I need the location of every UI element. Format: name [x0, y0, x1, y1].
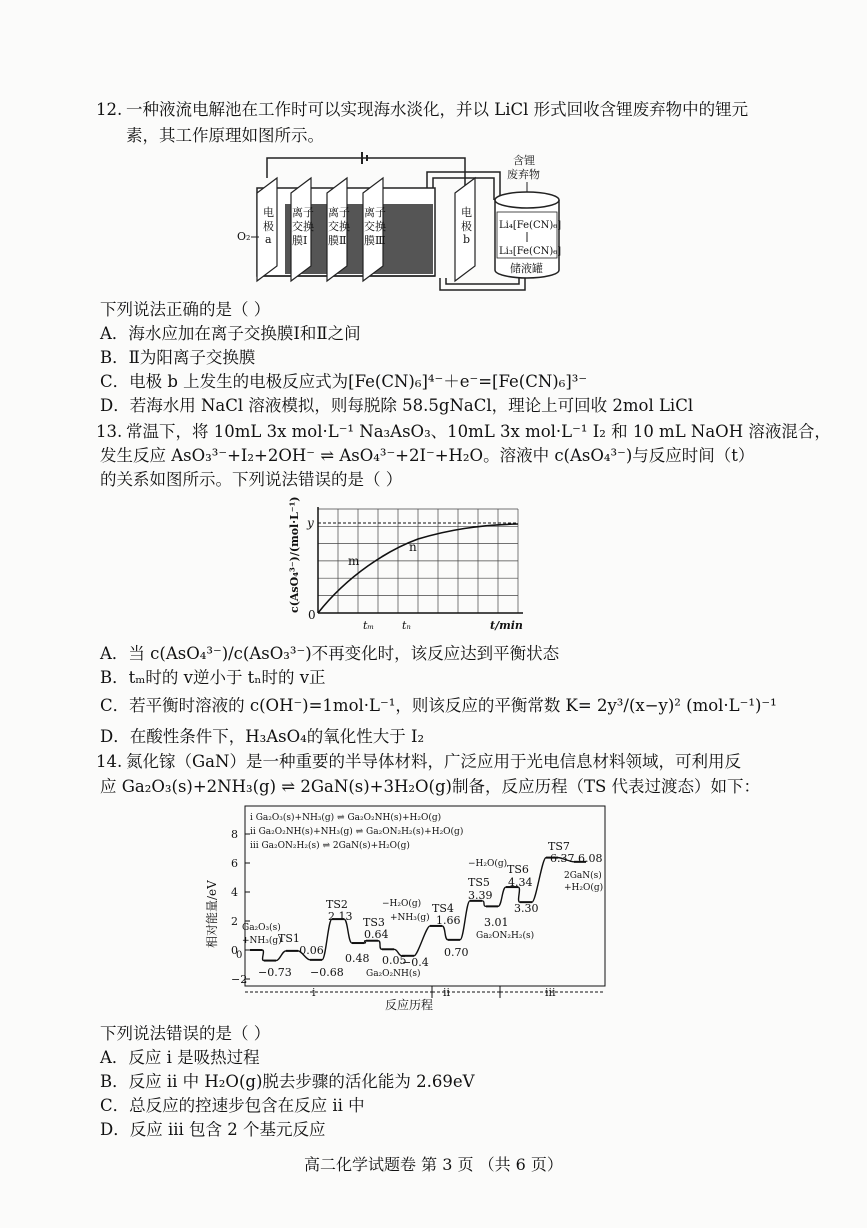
e-label-070: 0.70: [444, 946, 469, 959]
membrane-2-label-1: 离子: [328, 206, 350, 219]
q12-prompt: 下列说法正确的是（ ）: [100, 300, 271, 319]
q12-stem-line1: 一种液流电解池在工作时可以实现海水淡化，并以 LiCl 形式回收含锂废弃物中的锂元: [126, 100, 749, 119]
o2-label: O₂: [237, 230, 251, 243]
electrode-b-label-2: 极: [461, 220, 472, 233]
q12-number: 12.: [96, 100, 123, 119]
tank-label: 储液罐: [510, 262, 543, 275]
energy-profile-diagram: [200, 800, 610, 1012]
step-iii-equation: iii Ga₂ON₂H₂(s) ⇌ 2GaN(s)+H₂O(g): [250, 841, 410, 851]
e-label-301: 3.01: [484, 916, 509, 929]
x-axis-label: t/min: [490, 619, 523, 632]
y-plateau-mark: y: [307, 516, 314, 530]
waste-label-1: 含锂: [513, 154, 535, 167]
ts6-label: TS6: [507, 863, 529, 876]
waste-label-2: 废弃物: [507, 168, 540, 181]
membrane-3-label-1: 离子: [364, 206, 386, 219]
e-label-166: 1.66: [436, 914, 461, 927]
t-n-label: tₙ: [402, 619, 411, 632]
q12-option-c: C．电极 b 上发生的电极反应式为[Fe(CN)₆]⁴⁻＋e⁻=[Fe(CN)₆]³⁻: [100, 372, 588, 391]
q12-option-d: D．若海水用 NaCl 溶液模拟，则每脱除 58.5gNaCl，理论上可回收 2mol LiCl: [100, 396, 694, 415]
tank-species-bottom: Li₃[Fe(CN)₆]: [499, 246, 562, 257]
q13-stem-line2: 发生反应 AsO₃³⁻+I₂+2OH⁻ ⇌ AsO₄³⁻+2I⁻+H₂O。溶液中 c(AsO₄³⁻)与反应时间（t）: [100, 446, 755, 465]
end-species-1: 2GaN(s): [564, 871, 602, 881]
q13-option-d: D．在酸性条件下，H₃AsO₄的氧化性大于 I₂: [100, 727, 425, 746]
ts3-label: TS3: [363, 916, 385, 929]
q12-option-b: B．Ⅱ为阳离子交换膜: [100, 348, 256, 367]
e-label-213: 2.13: [328, 910, 353, 923]
e-label-005: 0.05: [382, 954, 407, 967]
y-tick-label: 2: [231, 915, 238, 928]
electrolysis-cell-figure: [225, 148, 610, 298]
electrode-a-label-1: 电: [263, 206, 274, 219]
q14-option-b: B．反应 ii 中 H₂O(g)脱去步骤的活化能为 2.69eV: [100, 1072, 475, 1091]
reaction-path-label: 反应历程: [385, 998, 434, 1012]
electrode-a-label-2: 极: [263, 220, 274, 233]
membrane-1-label-1: 离子: [292, 206, 314, 219]
e-label-434: 4.34: [508, 876, 533, 889]
note-minus-h2o-2: −H₂O(g): [468, 859, 508, 869]
q14-option-a: A．反应 i 是吸热过程: [100, 1048, 260, 1067]
membrane-1-label-3: 膜Ⅰ: [292, 234, 308, 247]
note-minus-h2o-1: −H₂O(g): [382, 899, 422, 909]
y-tick-label: 6: [231, 857, 238, 870]
e-label-064: 0.64: [364, 928, 389, 941]
q13-number: 13.: [96, 422, 123, 441]
q14-option-c: C．总反应的控速步包含在反应 ii 中: [100, 1096, 365, 1115]
y-tick-label: 4: [231, 886, 238, 899]
start-species-2: +NH₃(g): [242, 936, 282, 946]
membrane-2-label-3: 膜Ⅱ: [328, 234, 347, 247]
electrode-b-label-1: 电: [461, 206, 472, 219]
q14-option-d: D．反应 iii 包含 2 个基元反应: [100, 1120, 326, 1139]
y-axis-label: c(AsO₄³⁻)/(mol·L⁻¹): [288, 496, 301, 613]
end-species-2: +H₂O(g): [564, 883, 604, 893]
e-label-m04: −0.4: [402, 956, 429, 969]
membrane-1-label-2: 交换: [292, 220, 314, 233]
e-label-608: 6.08: [578, 852, 603, 865]
step-ii-equation: ii Ga₂O₂NH(s)+NH₃(g) ⇌ Ga₂ON₂H₂(s)+H₂O(g): [250, 827, 464, 837]
ts7-label: TS7: [548, 840, 570, 853]
point-m-label: m: [348, 554, 360, 568]
section-ii-label: ii: [443, 986, 451, 999]
e-label-048: 0.48: [345, 952, 370, 965]
q13-option-b: B．tₘ时的 v逆小于 tₙ时的 v正: [100, 668, 326, 687]
note-plus-nh3: +NH₃(g): [390, 913, 430, 923]
mid-species-label: Ga₂O₂NH(s): [366, 969, 421, 979]
origin-label: 0: [308, 608, 316, 622]
electrode-b-label-3: b: [463, 233, 471, 246]
q12-option-a: A．海水应加在离子交换膜Ⅰ和Ⅱ之间: [100, 324, 361, 343]
y-tick-label: 0: [231, 944, 238, 957]
q13-option-a: A．当 c(AsO₄³⁻)/c(AsO₃³⁻)不再变化时，该反应达到平衡状态: [100, 644, 560, 663]
q14-prompt: 下列说法错误的是（ ）: [100, 1024, 271, 1043]
e-label-637: 6.37: [550, 852, 575, 865]
energy-y-label: 相对能量/eV: [205, 880, 219, 948]
step-i-equation: i Ga₂O₃(s)+NH₃(g) ⇌ Ga₂O₂NH(s)+H₂O(g): [250, 813, 442, 823]
e-label-m073: −0.73: [258, 966, 292, 979]
q13-stem-line1: 常温下，将 10mL 3x mol·L⁻¹ Na₃AsO₃、10mL 3x mol·L⁻¹ I₂ 和 10 mL NaOH 溶液混合，: [126, 422, 831, 441]
e-label-0: 0: [236, 950, 243, 961]
section-i-label: i: [312, 986, 316, 999]
y-tick-label: 8: [231, 828, 238, 841]
q14-stem-line2: 应 Ga₂O₃(s)+2NH₃(g) ⇌ 2GaN(s)+3H₂O(g)制备，反应历程（TS 代表过渡态）如下：: [100, 777, 761, 796]
ii-end-species-label: Ga₂ON₂H₂(s): [476, 931, 535, 941]
ts2-label: TS2: [326, 898, 348, 911]
electrode-a-label-3: a: [265, 233, 272, 246]
e-label-m006: −0.06: [290, 944, 324, 957]
q14-number: 14.: [96, 752, 123, 771]
page-footer: 高二化学试题卷 第 3 页 （共 6 页）: [304, 1155, 563, 1174]
t-m-label: tₘ: [363, 619, 375, 632]
start-species-1: Ga₂O₃(s): [242, 923, 281, 933]
ts4-label: TS4: [432, 902, 454, 915]
concentration-time-graph: [278, 495, 548, 635]
q14-stem-line1: 氮化镓（GaN）是一种重要的半导体材料，广泛应用于光电信息材料领域，可利用反: [126, 752, 741, 771]
ts5-label: TS5: [468, 876, 490, 889]
tank-species-top: Li₄[Fe(CN)₆]: [499, 220, 562, 231]
section-iii-label: iii: [545, 986, 556, 999]
membrane-3-label-2: 交换: [364, 220, 386, 233]
point-n-label: n: [409, 540, 417, 554]
e-label-m068: −0.68: [310, 966, 344, 979]
membrane-3-label-3: 膜Ⅲ: [364, 234, 386, 247]
q12-stem-line2: 素，其工作原理如图所示。: [126, 126, 324, 145]
ts1-label: TS1: [278, 932, 300, 945]
q13-stem-line3: 的关系如图所示。下列说法错误的是（ ）: [100, 470, 403, 489]
q13-option-c: C．若平衡时溶液的 c(OH⁻)=1mol·L⁻¹，则该反应的平衡常数 K= 2y³/(x−y)² (mol·L⁻¹)⁻¹: [100, 696, 777, 715]
membrane-2-label-2: 交换: [328, 220, 350, 233]
e-label-339: 3.39: [468, 889, 493, 902]
y-tick-label: −2: [231, 973, 248, 986]
e-label-330: 3.30: [514, 902, 539, 915]
